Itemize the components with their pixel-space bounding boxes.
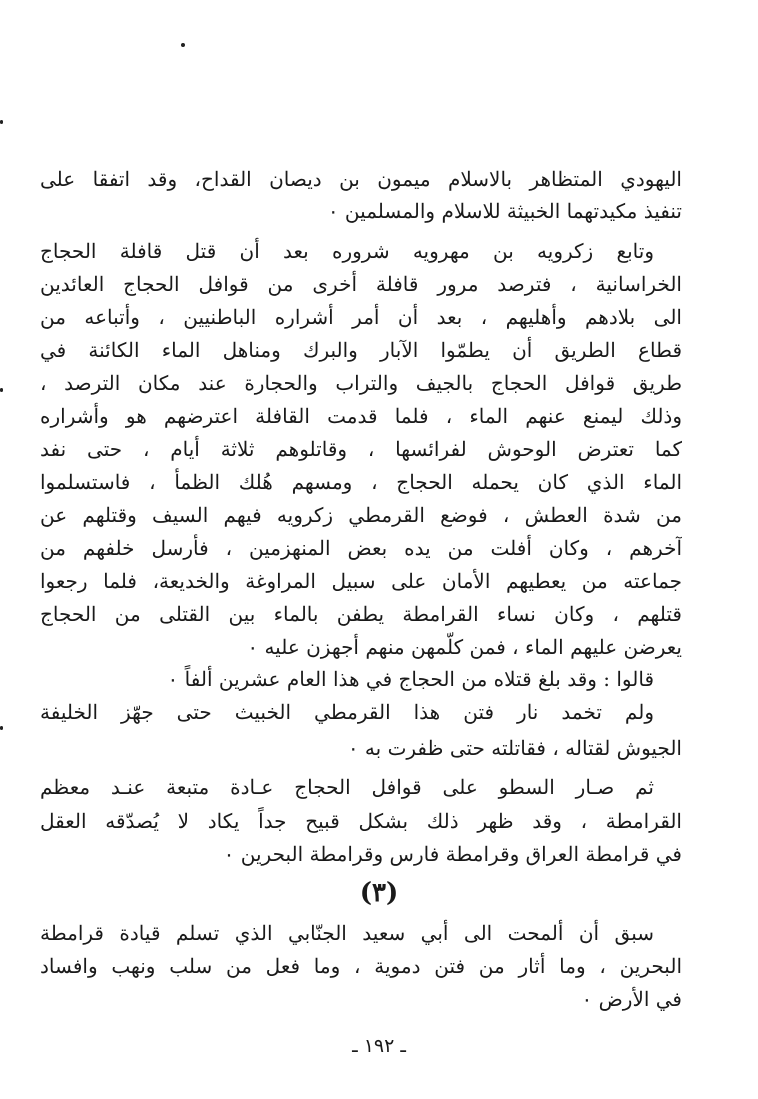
body-line: سبق أن ألمحت الى أبي سعيد الجنّابي الذي تسلم قيادة قرامطة xyxy=(40,921,654,945)
body-line: قطاع الطريق أن يطمّوا الآبار والبرك ومناهل الماء الكائنة في xyxy=(40,338,682,362)
scan-edge-mark xyxy=(0,388,3,392)
body-line: القرامطة ، وقد ظهر ذلك بشكل قبيح جداً يكاد لا يُصدّقه العقل xyxy=(40,809,682,833)
body-line: الخراسانية ، فترصد مرور قافلة أخرى من قوافل الحجاج العائدين xyxy=(40,272,682,296)
section-heading: (٣) xyxy=(359,878,399,908)
body-line: من شدة العطش ، فوضع القرمطي زكرويه فيهم السيف وقتلهم عن xyxy=(40,503,682,527)
page-number: ـ ١٩٢ ـ xyxy=(352,1035,406,1057)
body-line: وتابع زكرويه بن مهرويه شروره بعد أن قتل قافلة الحجاج xyxy=(40,239,654,263)
body-line: البحرين ، وما أثار من فتن دموية ، وما فعل من سلب ونهب وافساد xyxy=(40,954,682,978)
body-line: الماء الذي كان يحمله الحجاج ، ومسهم هُلك الظمأ ، فاستسلموا xyxy=(40,470,682,494)
body-line: الى بلادهم وأهليهم ، بعد أن أمر أشراره الباطنيين ، وأتباعه من xyxy=(40,305,682,329)
scan-edge-mark xyxy=(0,726,3,730)
body-line: في قرامطة العراق وقرامطة فارس وقرامطة البحرين ٠ xyxy=(223,842,682,866)
body-line: ثم صـار السطو على قوافل الحجاج عـادة متبعة عنـد معظم xyxy=(40,775,654,799)
body-line: آخرهم ، وكان أفلت من يده بعض المنهزمين ، فأرسل خلفهم من xyxy=(40,536,682,560)
body-line: تنفيذ مكيدتهما الخبيثة للاسلام والمسلمين ٠ xyxy=(327,199,682,223)
body-line: اليهودي المتظاهر بالاسلام ميمون بن ديصان القداح، وقد اتفقا على xyxy=(40,167,682,191)
body-line: الجيوش لقتاله ، فقاتلته حتى ظفرت به ٠ xyxy=(347,736,682,760)
body-line: كما تعترض الوحوش لفرائسها ، وقاتلوهم ثلاثة أيام ، حتى نفد xyxy=(40,437,682,461)
body-line: قتلهم ، وكان نساء القرامطة يطفن بالماء بين القتلى من الحجاج xyxy=(40,602,682,626)
body-line: طريق قوافل الحجاج بالجيف والتراب والحجارة عند مكان الترصد ، xyxy=(40,371,682,395)
body-line: يعرضن عليهم الماء ، فمن كلّمهن منهم أجهزن عليه ٠ xyxy=(247,635,682,659)
body-line: وذلك ليمنع عنهم الماء ، فلما قدمت القافلة اعترضهم هو وأشراره xyxy=(40,404,682,428)
body-line: ولم تخمد نار فتن هذا القرمطي الخبيث حتى جهّز الخليفة xyxy=(40,700,654,724)
body-line: جماعته من يعطيهم الأمان على سبيل المراوغة والخديعة، فلما رجعوا xyxy=(40,569,682,593)
body-line: قالوا : وقد بلغ قتلاه من الحجاج في هذا العام عشرين ألفاً ٠ xyxy=(167,667,654,691)
scan-edge-mark xyxy=(0,120,3,124)
scan-speck xyxy=(181,43,185,47)
body-line: في الأرض ٠ xyxy=(581,987,682,1011)
